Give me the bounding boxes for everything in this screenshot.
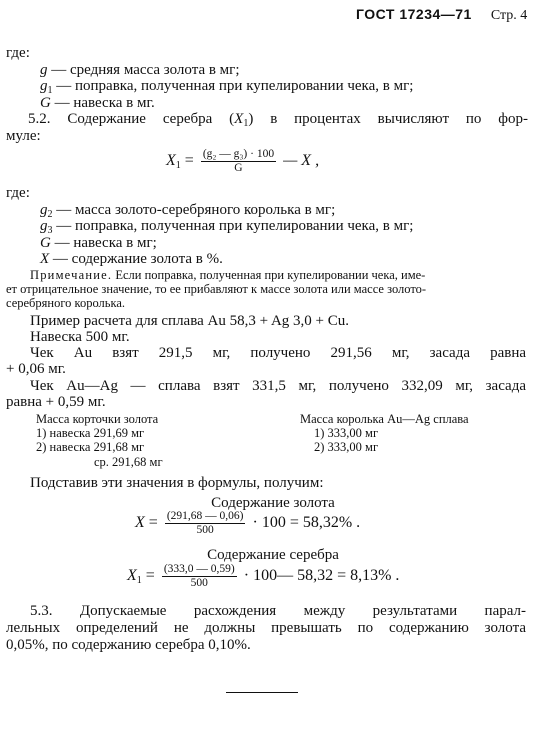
- note-line1: Примечание. Если поправка, полученная при купелировании чека, име-: [30, 268, 426, 282]
- fraction-denominator: G: [234, 162, 243, 174]
- definition-G: G — навеска в мг.: [40, 95, 155, 111]
- silver-formula: $X_1$ = $\frac{\text{(g₂ — g₃) · 100}}{G}$ — X ,: [166, 148, 320, 174]
- note-line2: ет отрицательное значение, то ее прибавляют к массе золота или массе золото-: [6, 282, 427, 296]
- section-5-3-line3: 0,05%, по содержанию серебра 0,10%.: [6, 637, 251, 653]
- fraction-numerator: (g₂ — g₃) · 100: [202, 148, 275, 160]
- note-line3: серебряного королька.: [6, 296, 126, 310]
- gold-title: Содержание золота: [211, 495, 335, 511]
- standard-number: ГОСТ 17234—71: [356, 6, 472, 22]
- section-5-2-line2: муле:: [6, 128, 41, 144]
- example-line1: Пример расчета для сплава Au 58,3 + Ag 3,0 + Cu.: [30, 313, 350, 329]
- definition-X: X — содержание золота в %.: [40, 251, 223, 267]
- definition-g: g — средняя масса золота в мг;: [40, 62, 240, 78]
- definition-G-2: G — навеска в мг;: [40, 235, 157, 251]
- right-column-row1: 1) 333,00 мг: [314, 426, 379, 440]
- substitution-intro: Подставив эти значения в формулы, получим:: [30, 475, 324, 491]
- gold-denominator: 500: [196, 524, 214, 536]
- definition-g3: $g_3$ — поправка, полученная при купелировании чека, в мг;: [40, 218, 414, 236]
- right-column-row2: 2) 333,00 мг: [314, 440, 379, 454]
- silver-numerator: (333,0 — 0,59): [163, 563, 235, 575]
- definition-g2: $g_2$ — масса золото-серебряного королька в мг;: [40, 202, 336, 220]
- silver-fraction: [162, 563, 237, 590]
- page-number: Стр. 4: [490, 8, 528, 23]
- gold-fraction: [165, 510, 246, 537]
- formula-fraction: [201, 148, 276, 175]
- left-column-title: Масса корточки золота: [36, 412, 159, 426]
- gold-formula: X = $\frac{(291,68 — 0,06)}{500}$ · 100 = 58,32% .: [135, 510, 361, 536]
- end-separator-line: [226, 692, 298, 693]
- page-header: [356, 6, 527, 24]
- example-line6: равна + 0,59 мг.: [6, 394, 106, 410]
- example-line5: Чек Au—Ag — сплава взят 331,5 мг, получено 332,09 мг, засада: [30, 378, 526, 394]
- silver-denominator: 500: [190, 577, 208, 589]
- section-5-2-line1: 5.2. Содержание серебра $(X_1)$ в процентах вычисляют по фор-: [28, 111, 528, 129]
- example-line2: Навеска 500 мг.: [30, 329, 130, 345]
- example-line3: Чек Au взят 291,5 мг, получено 291,56 мг, засада равна: [30, 345, 526, 361]
- left-column-average: ср. 291,68 мг: [94, 455, 163, 469]
- silver-result-formula: $X_1$ = $\frac{(333,0 — 0,59)}{500}$ · 100— 58,32 = 8,13% .: [127, 563, 400, 589]
- note-label: Примечание.: [30, 268, 113, 282]
- where-label-1: где:: [6, 45, 30, 61]
- silver-title: Содержание серебра: [207, 547, 339, 563]
- left-column-row1: 1) навеска 291,69 мг: [36, 426, 145, 440]
- section-5-3-line1: 5.3. Допускаемые расхождения между результатами парал-: [30, 603, 526, 619]
- example-line4: + 0,06 мг.: [6, 361, 66, 377]
- section-5-3-line2: лельных определений не должны превышать по содержанию золота: [6, 620, 526, 636]
- right-column-title: Масса королька Au—Ag сплава: [300, 412, 469, 426]
- gold-numerator: (291,68 — 0,06): [166, 510, 244, 522]
- left-column-row2: 2) навеска 291,68 мг: [36, 440, 145, 454]
- where-label-2: где:: [6, 185, 30, 201]
- definition-g1: $g_1$ — поправка, полученная при купелировании чека, в мг;: [40, 78, 414, 96]
